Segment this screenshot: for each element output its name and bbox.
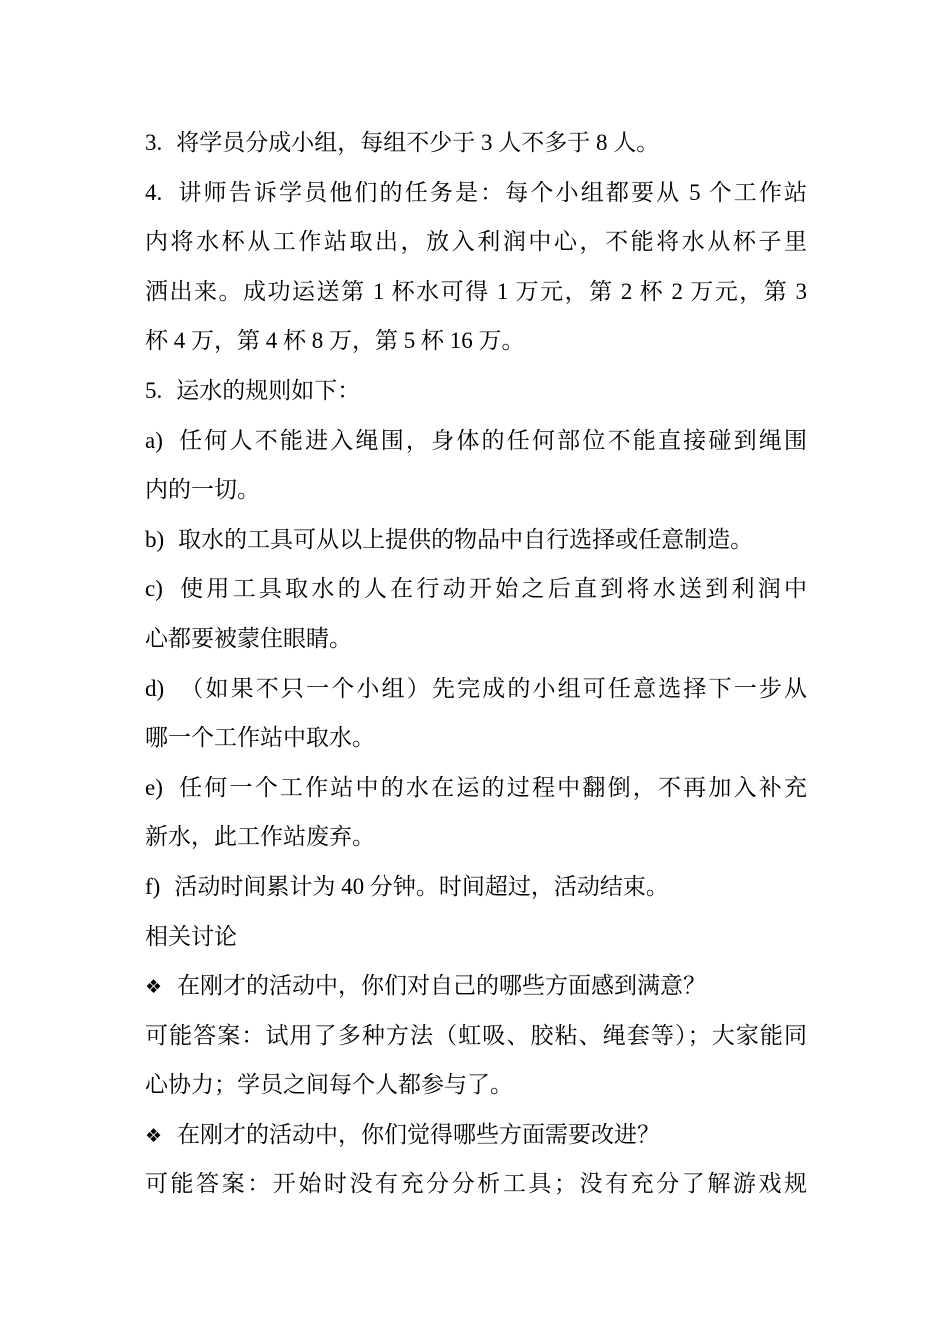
- item-4-line-2: 内将水杯从工作站取出，放入利润中心，不能将水从杯子里: [145, 229, 807, 255]
- rule-f-text-1: 活动时间累计为 40 分钟。时间超过，活动结束。: [174, 873, 669, 899]
- rule-d-marker: d): [145, 675, 165, 701]
- item-4-line-3: 洒出来。成功运送第 1 杯水可得 1 万元，第 2 杯 2 万元，第 3: [145, 278, 807, 304]
- item-5-text: 运水的规则如下：: [176, 377, 361, 403]
- rule-a-line-1: [145, 416, 807, 466]
- document-page: [145, 118, 807, 1209]
- rule-b-marker: b): [145, 526, 165, 552]
- item-3-marker: 3.: [145, 130, 163, 155]
- item-4-line-4: 杯 4 万，第 4 杯 8 万，第 5 杯 16 万。: [145, 328, 525, 354]
- rule-b-line-1: [145, 515, 807, 565]
- rule-b-text-1: 取水的工具可从以上提供的物品中自行选择或任意制造。: [178, 526, 754, 552]
- discussion-heading: 相关讨论: [145, 923, 237, 949]
- rule-d-line-1: [145, 664, 807, 714]
- rule-f-line-1: [145, 862, 807, 912]
- diamond-bullet-icon: ❖: [145, 976, 163, 999]
- rule-e-marker: e): [145, 774, 163, 800]
- rule-e-text-1: 任何一个工作站中的水在运的过程中翻倒，不再加入补充: [176, 774, 807, 800]
- item-5-marker: 5.: [145, 377, 163, 403]
- rule-c-text-1: 使用工具取水的人在行动开始之后直到将水送到利润中: [176, 576, 807, 602]
- diamond-bullet-icon: ❖: [145, 1124, 163, 1147]
- rule-a-line-2: 内的一切。: [145, 477, 260, 503]
- answer-2-line-1: 可能答案：开始时没有充分分析工具；没有充分了解游戏规: [145, 1171, 807, 1197]
- rule-c-marker: c): [145, 576, 163, 602]
- rule-a-marker: a): [145, 427, 163, 453]
- rule-c-line-2: 心都要被蒙住眼睛。: [145, 625, 352, 651]
- rule-d-text-1: （如果不只一个小组）先完成的小组可任意选择下一步从: [178, 675, 807, 701]
- rule-e-line-2: 新水，此工作站废弃。: [145, 824, 375, 850]
- rule-a-text-1: 任何人不能进入绳围，身体的任何部位不能直接碰到绳围: [176, 427, 807, 453]
- discussion-question-1: [145, 961, 807, 1011]
- answer-1-line-1: 可能答案：试用了多种方法（虹吸、胶粘、绳套等）；大家能同: [145, 1022, 807, 1048]
- rule-f-marker: f): [145, 873, 161, 899]
- question-2-text: 在刚才的活动中，你们觉得哪些方面需要改进？: [177, 1121, 660, 1147]
- item-4-line-1: [145, 168, 807, 218]
- item-5: [145, 366, 807, 416]
- item-4-marker: 4.: [145, 179, 163, 205]
- question-1-text: 在刚才的活动中，你们对自己的哪些方面感到满意？: [177, 973, 706, 999]
- item-4-text-1: 讲师告诉学员他们的任务是：每个小组都要从 5 个工作站: [176, 179, 807, 205]
- rule-d-line-2: 哪一个工作站中取水。: [145, 725, 375, 751]
- rule-e-line-1: [145, 763, 807, 813]
- rule-c-line-1: [145, 564, 807, 614]
- item-3-text: 将学员分成小组，每组不少于 3 人不多于 8 人。: [176, 130, 660, 155]
- answer-1-line-2: 心协力；学员之间每个人都参与了。: [145, 1072, 513, 1098]
- discussion-question-2: [145, 1110, 807, 1160]
- item-3: [145, 118, 807, 168]
